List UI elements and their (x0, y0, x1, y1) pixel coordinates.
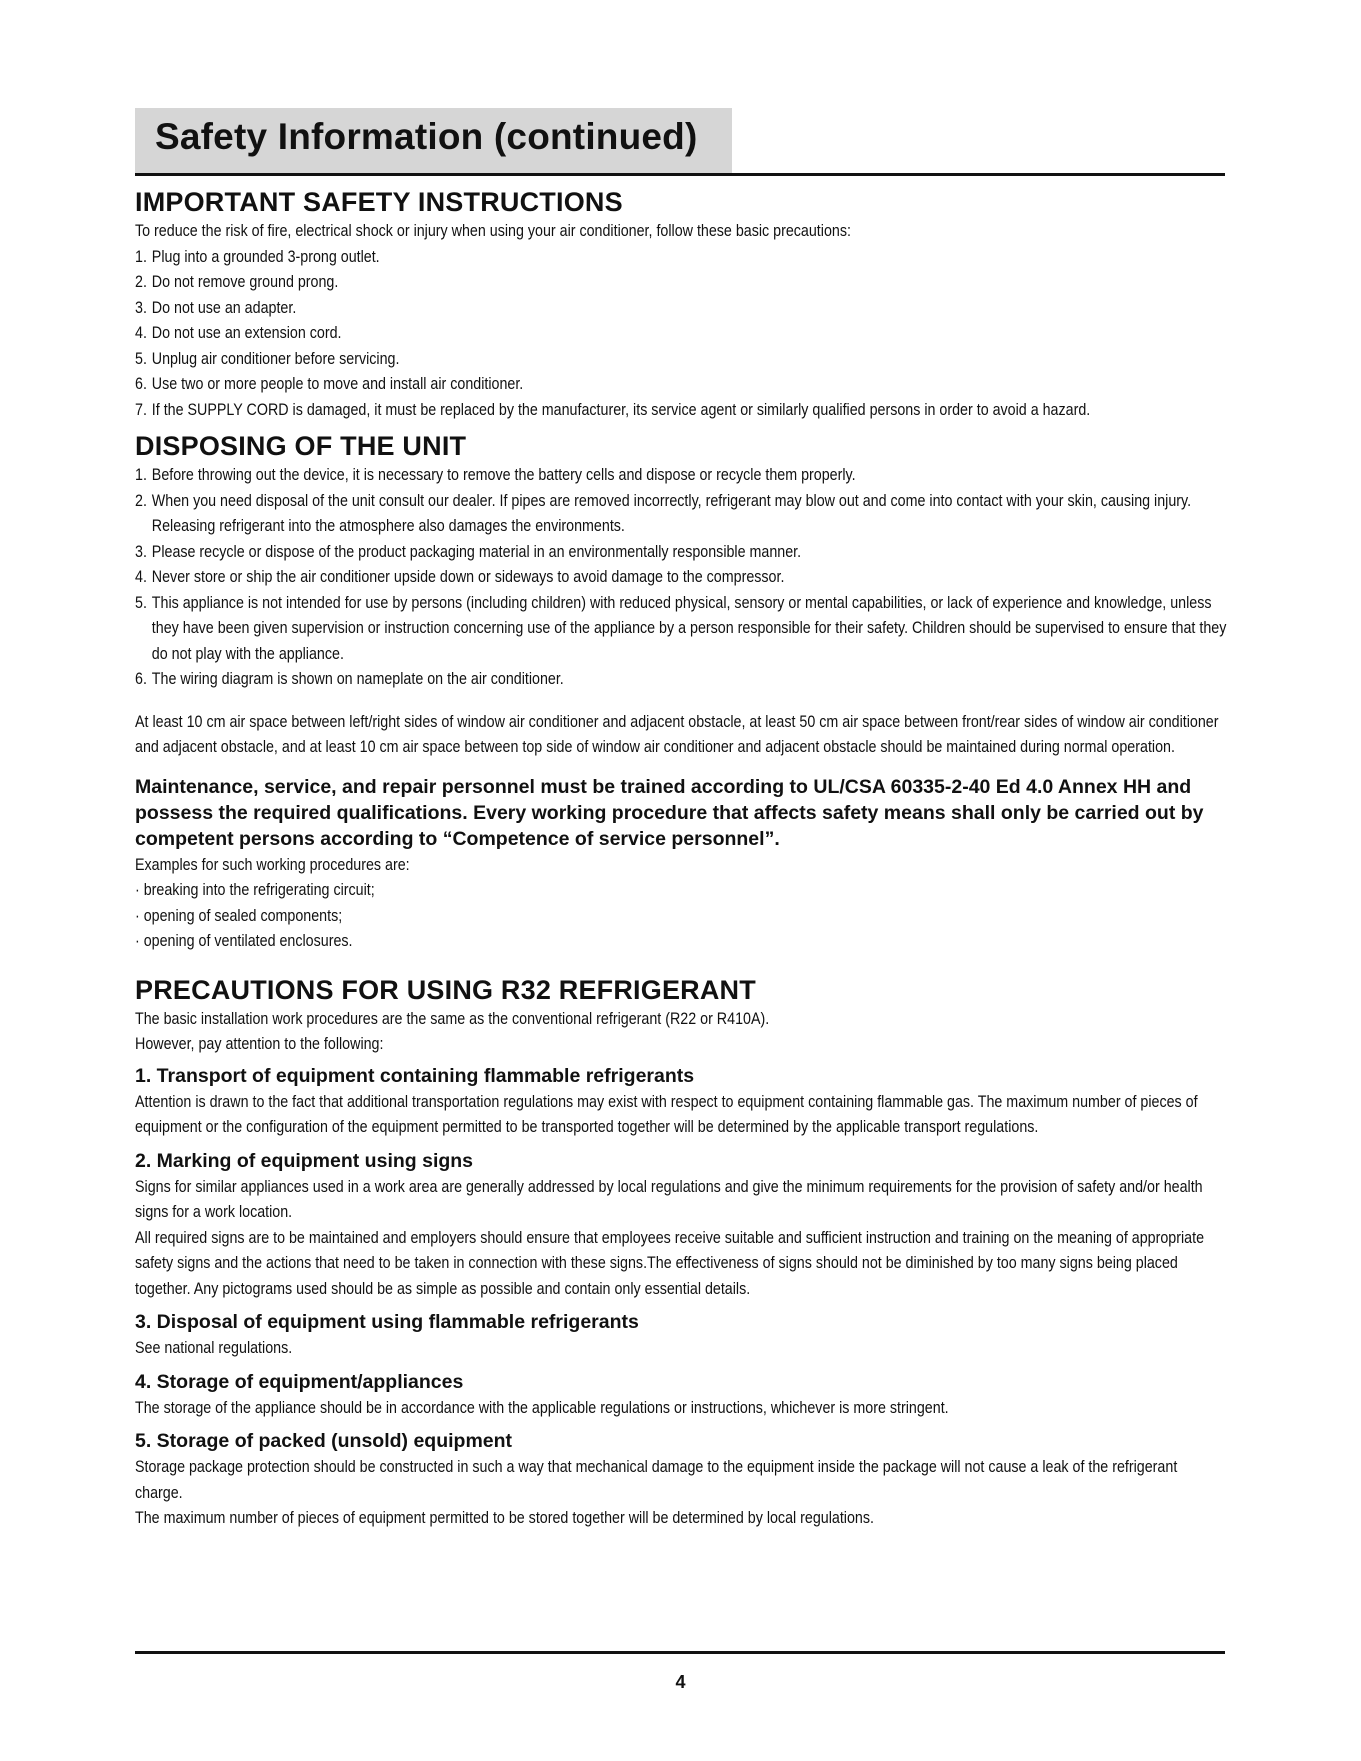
list-item-number: 3. (135, 297, 147, 317)
precautions-intro-1: The basic installation work procedures are the same as the conventional refrigerant (R22 or R410A). (135, 1008, 770, 1028)
page-title: Safety Information (continued) (155, 116, 698, 157)
list-item-text: Do not use an adapter. (151, 297, 297, 317)
list-item (135, 346, 1241, 372)
list-item-number: 4. (135, 567, 147, 586)
list-item-number: 7. (135, 399, 147, 419)
examples-intro: Examples for such working procedures are: (135, 854, 410, 874)
list-item-number: 3. (135, 541, 147, 561)
list-item-text: Do not remove ground prong. (151, 272, 339, 291)
important-intro: To reduce the risk of fire, electrical shock or injury when using your air conditioner, follow these basic precautions: (135, 221, 851, 240)
list-item-text: Please recycle or dispose of the product packaging material in an environmentally responsible manner. (151, 541, 802, 561)
disposing-heading: DISPOSING OF THE UNIT (135, 431, 467, 461)
precaution-sections (135, 1064, 1225, 1531)
precaution-paragraph: The maximum number of pieces of equipment permitted to be stored together will be determined by local regulations. (135, 1508, 874, 1527)
important-heading: IMPORTANT SAFETY INSTRUCTIONS (135, 187, 623, 217)
list-item-number: 1. (135, 465, 147, 484)
list-item-number: 5. (135, 592, 147, 612)
list-item (135, 488, 1241, 539)
list-item-text: When you need disposal of the unit consult our dealer. If pipes are removed incorrectly, refrigerant may blow out and come into contact with your skin, causing injury. Releasing refrigerant into the atmosphere also damages the environments. (151, 490, 1192, 535)
example-item: · opening of sealed components; (135, 905, 343, 925)
precaution-subheading: 5. Storage of packed (unsold) equipment (135, 1430, 513, 1452)
precautions-intro-2: However, pay attention to the following: (135, 1034, 384, 1053)
list-item (135, 320, 1241, 346)
manual-page (135, 108, 1225, 1531)
precaution-paragraph: See national regulations. (135, 1338, 293, 1357)
example-item: · breaking into the refrigerating circuit; (135, 880, 375, 899)
list-item-number: 5. (135, 348, 147, 368)
list-item-text: Plug into a grounded 3-prong outlet. (151, 246, 380, 266)
list-item-number: 4. (135, 323, 147, 342)
air-space-paragraph: At least 10 cm air space between left/right sides of window air conditioner and adjacent obstacle, at least 50 cm air space between front/rear sides of window air conditioner and adjacent obstacle, and at least 10 cm air space between top side of window air conditioner and adjacent obstacle should be maintained during normal operation. (135, 711, 1219, 756)
precaution-subheading: 1. Transport of equipment containing flammable refrigerants (135, 1064, 695, 1087)
section-header (135, 108, 1225, 176)
example-item: · opening of ventilated enclosures. (135, 931, 353, 950)
list-item-text: Before throwing out the device, it is necessary to remove the battery cells and dispose or recycle them properly. (151, 465, 856, 484)
list-item (135, 269, 1241, 295)
list-item-number: 6. (135, 374, 147, 393)
list-item-text: Do not use an extension cord. (151, 323, 342, 342)
important-list (135, 244, 1225, 423)
list-item-number: 1. (135, 246, 147, 266)
precautions-heading: PRECAUTIONS FOR USING R32 REFRIGERANT (135, 974, 756, 1005)
list-item (135, 666, 1241, 692)
list-item (135, 462, 1241, 488)
examples-list (135, 877, 1225, 954)
precaution-subheading: 4. Storage of equipment/appliances (135, 1370, 464, 1393)
precaution-paragraph: Storage package protection should be constructed in such a way that mechanical damage to the equipment inside the package will not cause a leak of the refrigerant charge. (135, 1457, 1178, 1502)
list-item-text: Unplug air conditioner before servicing. (151, 348, 400, 368)
maintenance-notice: Maintenance, service, and repair personnel must be trained according to UL/CSA 60335-2-40 Ed 4.0 Annex HH and possess the required qualifications. Every working procedure that affects safety means shall only be carried out by competent persons according to “Competence of service personnel”. (135, 775, 1204, 850)
spacer (135, 692, 1225, 709)
list-item (135, 295, 1241, 321)
list-item (135, 564, 1241, 590)
precaution-subheading: 2. Marking of equipment using signs (135, 1149, 474, 1172)
list-item (135, 539, 1241, 565)
precaution-paragraph: All required signs are to be maintained and employers should ensure that employees receive suitable and sufficient instruction and training on the meaning of appropriate safety signs and the actions that need to be taken in connection with these signs.The effectiveness of signs should not be diminished by too many signs being placed together. Any pictograms used should be as simple as possible and contain only essential details. (135, 1227, 1205, 1298)
list-item (135, 590, 1241, 667)
list-item-number: 2. (135, 490, 147, 510)
precaution-subheading: 3. Disposal of equipment using flammable refrigerants (135, 1311, 639, 1333)
precaution-paragraph: The storage of the appliance should be in accordance with the applicable regulations or instructions, whichever is more stringent. (135, 1397, 949, 1417)
list-item-text: The wiring diagram is shown on nameplate on the air conditioner. (151, 669, 564, 688)
precaution-paragraph: Signs for similar appliances used in a work area are generally addressed by local regulations and give the minimum requirements for the provision of safety and/or health signs for a work location. (135, 1176, 1203, 1221)
disposing-list (135, 462, 1225, 692)
bottom-rule (135, 1651, 1225, 1654)
list-item (135, 371, 1241, 397)
list-item-text: If the SUPPLY CORD is damaged, it must be replaced by the manufacturer, its service agent or similarly qualified persons in order to avoid a hazard. (151, 399, 1091, 419)
list-item (135, 397, 1241, 423)
page-number: 4 (675, 1672, 686, 1692)
list-item-text: Never store or ship the air conditioner upside down or sideways to avoid damage to the compressor. (151, 567, 785, 586)
list-item-number: 6. (135, 669, 147, 688)
list-item (135, 244, 1241, 270)
list-item-text: Use two or more people to move and install air conditioner. (151, 374, 524, 393)
list-item-number: 2. (135, 272, 147, 291)
precaution-paragraph: Attention is drawn to the fact that additional transportation regulations may exist with respect to equipment containing flammable gas. The maximum number of pieces of equipment or the configuration of the equipment permitted to be transported together will be determined by the applicable transport regulations. (135, 1091, 1198, 1136)
list-item-text: This appliance is not intended for use by persons (including children) with reduced physical, sensory or mental capabilities, or lack of experience and knowledge, unless they have been given supervision or instruction concerning use of the appliance by a person responsible for their safety. Children should be supervised to ensure that they do not play with the appliance. (151, 592, 1227, 663)
